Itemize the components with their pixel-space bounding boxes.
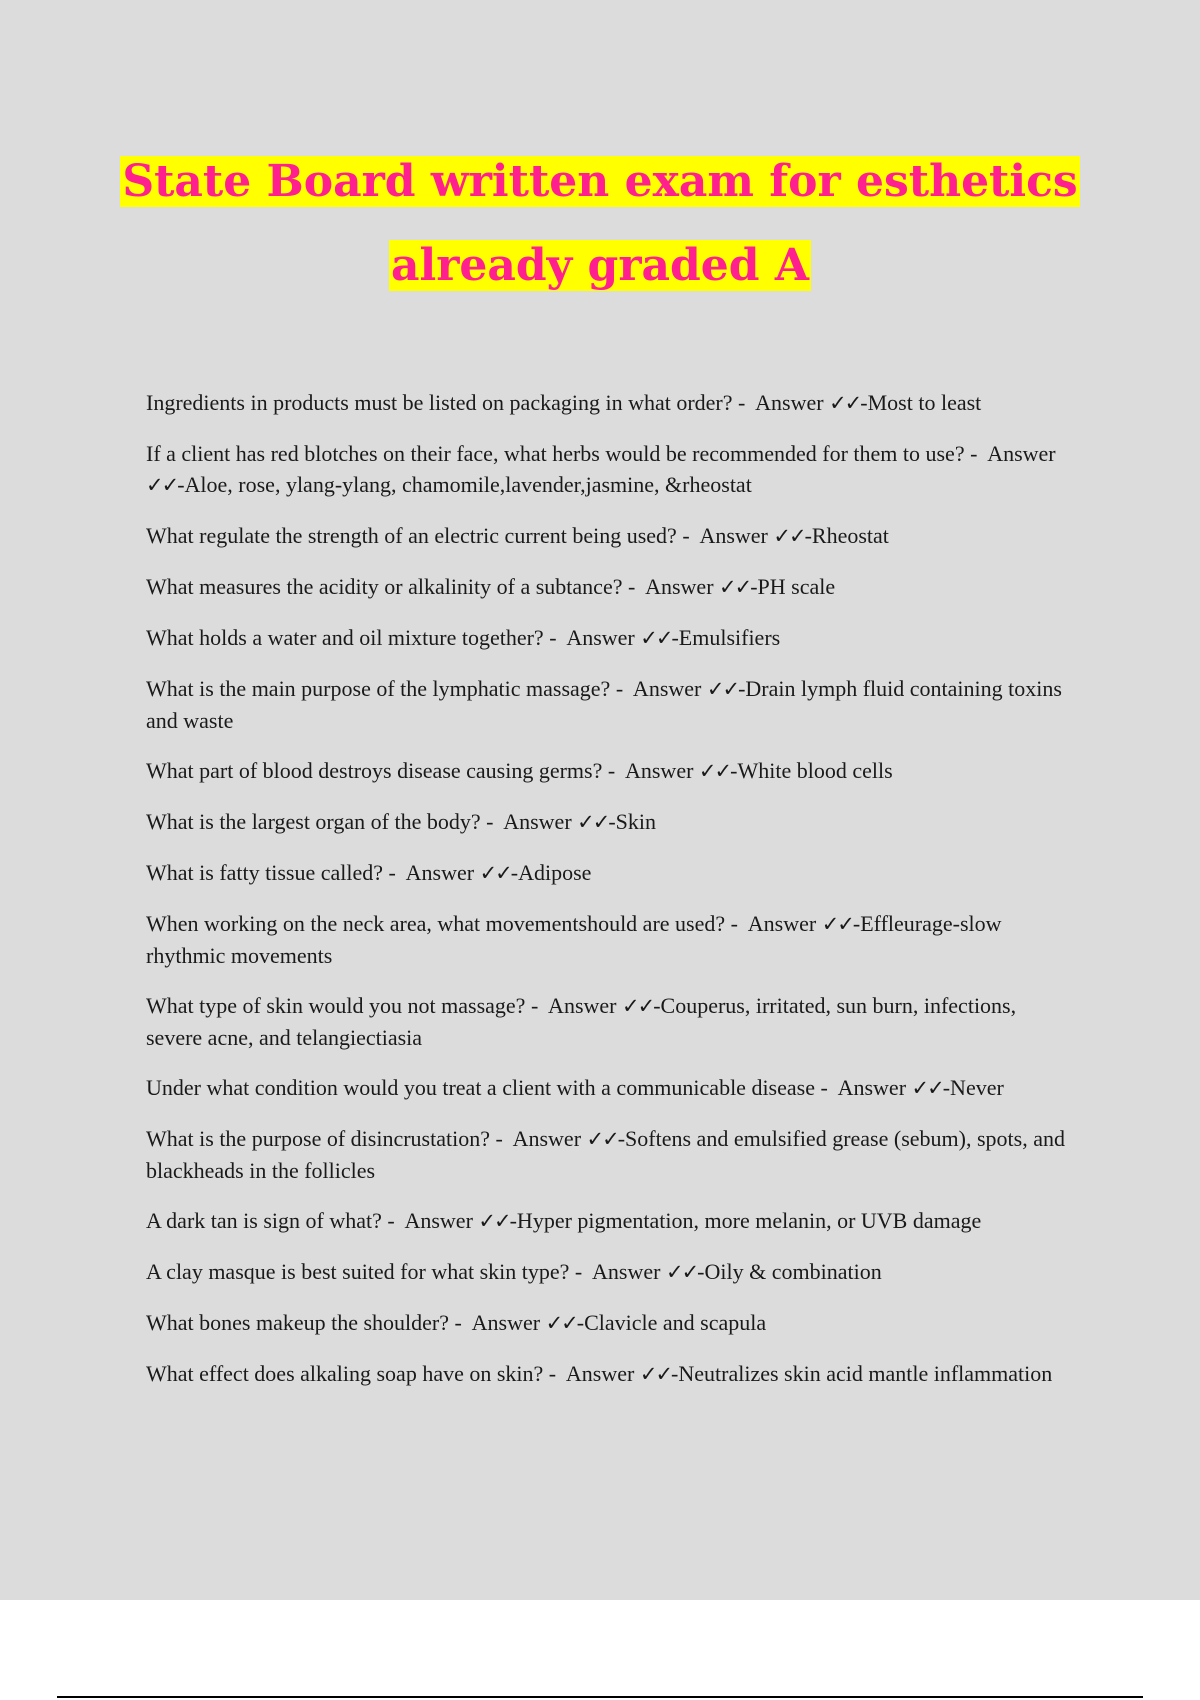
qa-item	[146, 1307, 1076, 1339]
title-line-2	[0, 224, 1200, 308]
question-text: What part of blood destroys disease causing germs?	[146, 758, 603, 783]
answer-text: -Clavicle and scapula	[576, 1310, 767, 1335]
double-check-icon: ✓✓	[639, 1362, 672, 1386]
answer-label: - Answer	[449, 1310, 546, 1335]
double-check-icon: ✓✓	[706, 677, 739, 701]
qa-item	[146, 387, 1076, 419]
qa-list	[146, 387, 1076, 1409]
qa-item	[146, 1358, 1076, 1390]
question-text: What is the main purpose of the lymphatic massage?	[146, 676, 611, 701]
question-text: A clay masque is best suited for what skin type?	[146, 1259, 570, 1284]
title-line-1	[0, 140, 1200, 224]
double-check-icon: ✓✓	[478, 1209, 510, 1233]
double-check-icon: ✓✓	[577, 810, 609, 834]
double-check-icon: ✓✓	[773, 524, 805, 548]
qa-item	[146, 1072, 1076, 1104]
answer-text: -Emulsifiers	[671, 625, 781, 650]
answer-label: - Answer	[383, 860, 480, 885]
answer-label: - Answer	[964, 441, 1062, 466]
question-text: When working on the neck area, what movementshould are used?	[146, 911, 726, 936]
question-text: A dark tan is sign of what?	[146, 1208, 382, 1233]
double-check-icon: ✓✓	[640, 626, 672, 650]
answer-label: - Answer	[543, 625, 641, 650]
answer-label: - Answer	[543, 1361, 640, 1386]
question-text: What type of skin would you not massage?	[146, 993, 526, 1018]
answer-text: -Oily & combination	[697, 1259, 882, 1284]
double-check-icon: ✓✓	[829, 391, 861, 415]
qa-item	[146, 755, 1076, 787]
title-line-2-text: already graded A	[391, 240, 809, 291]
document-title	[0, 140, 1200, 308]
double-check-icon: ✓✓	[665, 1260, 698, 1284]
double-check-icon: ✓✓	[698, 759, 731, 783]
question-text: What is the purpose of disincrustation?	[146, 1126, 490, 1151]
answer-text: -Couperus, irritated, sun burn, infections, severe acne, and telangiectiasia	[146, 993, 1017, 1050]
answer-label: - Answer	[602, 758, 699, 783]
answer-label: - Answer	[676, 523, 774, 548]
qa-item	[146, 857, 1076, 889]
qa-item	[146, 1256, 1076, 1288]
answer-label: - Answer	[814, 1075, 912, 1100]
answer-text: -Adipose	[510, 860, 592, 885]
double-check-icon: ✓✓	[911, 1076, 943, 1100]
qa-item	[146, 571, 1076, 603]
answer-label: - Answer	[480, 809, 578, 834]
question-text: What is the largest organ of the body?	[146, 809, 481, 834]
double-check-icon: ✓✓	[719, 575, 751, 599]
question-text: What measures the acidity or alkalinity of a subtance?	[146, 574, 623, 599]
answer-label: - Answer	[569, 1259, 666, 1284]
double-check-icon: ✓✓	[821, 912, 853, 936]
double-check-icon: ✓✓	[545, 1311, 577, 1335]
answer-label: - Answer	[732, 390, 830, 415]
double-check-icon: ✓✓	[586, 1127, 618, 1151]
answer-label: - Answer	[622, 574, 720, 599]
qa-item	[146, 1205, 1076, 1237]
answer-label: - Answer	[381, 1208, 479, 1233]
qa-item	[146, 673, 1076, 736]
answer-text: -PH scale	[750, 574, 836, 599]
answer-text: -Softens and emulsified grease (sebum), spots, and blackheads in the follicles	[146, 1126, 1065, 1183]
answer-label: - Answer	[525, 993, 622, 1018]
double-check-icon: ✓✓	[479, 861, 511, 885]
question-text: What is fatty tissue called?	[146, 860, 384, 885]
answer-label: - Answer	[725, 911, 822, 936]
qa-item	[146, 990, 1076, 1053]
answer-text: -Drain lymph fluid containing toxins and waste	[146, 676, 1062, 733]
answer-text: -Skin	[608, 809, 657, 834]
title-line-1-text: State Board written exam for esthetics	[122, 156, 1078, 207]
answer-text: -White blood cells	[730, 758, 893, 783]
answer-label: - Answer	[489, 1126, 587, 1151]
answer-text: -Never	[942, 1075, 1004, 1100]
answer-text: -Effleurage-slow rhythmic movements	[146, 911, 1002, 968]
question-text: What holds a water and oil mixture together?	[146, 625, 544, 650]
qa-item	[146, 908, 1076, 971]
question-text: What bones makeup the shoulder?	[146, 1310, 450, 1335]
question-text: If a client has red blotches on their face, what herbs would be recommended for them to use?	[146, 441, 965, 466]
answer-text: -Rheostat	[804, 523, 889, 548]
qa-item	[146, 806, 1076, 838]
answer-text: -Aloe, rose, ylang-ylang, chamomile,lavender,jasmine, &rheostat	[177, 472, 752, 497]
answer-text: -Hyper pigmentation, more melanin, or UVB damage	[509, 1208, 982, 1233]
footer-rule	[57, 1696, 1143, 1698]
double-check-icon: ✓✓	[146, 473, 178, 497]
answer-label: - Answer	[610, 676, 707, 701]
qa-item	[146, 622, 1076, 654]
question-text: Under what condition would you treat a client with a communicable disease	[146, 1075, 815, 1100]
answer-text: -Most to least	[860, 390, 982, 415]
question-text: What effect does alkaling soap have on skin?	[146, 1361, 544, 1386]
qa-item	[146, 438, 1076, 501]
qa-item	[146, 520, 1076, 552]
question-text: What regulate the strength of an electric current being used?	[146, 523, 677, 548]
qa-item	[146, 1123, 1076, 1186]
double-check-icon: ✓✓	[621, 994, 654, 1018]
answer-text: -Neutralizes skin acid mantle inflammation	[671, 1361, 1053, 1386]
question-text: Ingredients in products must be listed on packaging in what order?	[146, 390, 733, 415]
